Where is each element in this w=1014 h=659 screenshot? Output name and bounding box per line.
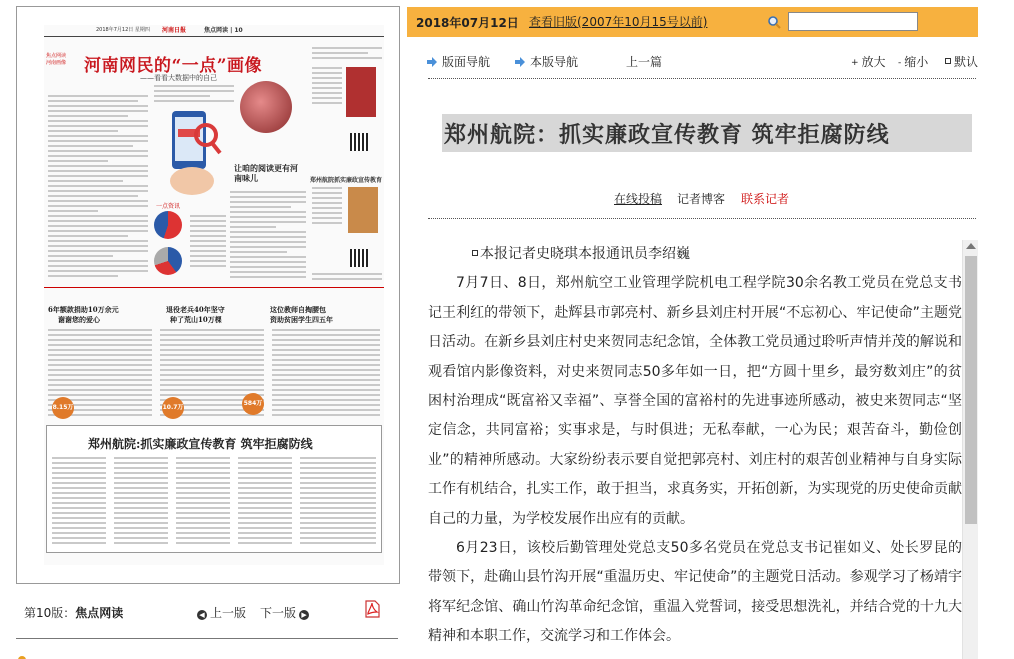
thumb-section-badge: 焦点网读 河南画像 [46,53,67,66]
thumb-text-block-2 [154,85,234,105]
page-thumbnail-panel [16,6,400,659]
thumb-side-headline: 让咱的阅读更有河南味儿 [234,163,298,183]
edition-number: 第10版： [24,606,76,620]
page-nav-footer [24,602,400,622]
pdf-icon[interactable] [364,600,380,618]
thumb-header-pub: 河南日报 [162,27,187,34]
search-input[interactable] [788,12,918,31]
article-paragraph-2: 6月23日，该校后勤管理处党总支50多名党员在党总支书记崔如义、处长罗昆的带领下，赴确山县竹沟开展“重温历史、牢记使命”的主题党日活动。参观学习了杨靖宇将军纪念馆、确山竹沟革命纪念馆，重温入党誓词，接受思想洗礼，并结合党的十九大精神和本职工作，交流学习和工作体会。 [428,540,962,645]
thumb-mid-headline-5: 这位教师自掏腰包 [270,305,326,314]
thumb-headline-main: 河南网民的“一点”画像 [84,56,263,76]
this-page-nav-label: 本版导航 [530,55,579,69]
zoom-in-button[interactable] [851,53,886,70]
arrow-right-icon [427,57,437,67]
thumb-photo-circle [240,81,292,133]
nav-divider [428,78,976,79]
thumb-text-block-4 [190,215,226,270]
zoom-out-button[interactable] [898,53,928,70]
thumb-hand-phone-illustration [162,101,222,201]
date-search-bar [407,7,978,37]
online-submit-link[interactable]: 在线投稿 [614,192,663,206]
zoom-default-label: 默认 [954,55,979,69]
newspaper-page-image[interactable] [44,25,384,565]
article-title-highlight [442,114,972,152]
thumb-mid-headline-1: 6年额款捐助10万余元 [48,305,119,314]
thumb-header-section: 焦点网读 | 10 [204,27,243,34]
thumb-red-divider [44,287,384,299]
plus-icon: + [851,58,859,68]
next-page-button[interactable] [260,604,312,621]
thumb-headline-sub: ——看看大数据中的自己 [140,74,217,82]
prev-page-button[interactable] [194,604,246,621]
thumb-pie-label: 一点资讯 [156,203,181,210]
thumb-pie-chart-2 [154,247,182,275]
prev-page-label: 上一版 [210,606,247,620]
arrow-right-icon [515,57,525,67]
article-title: 郑州航院：抓实廉政宣传教育 筑牢拒腐防线 [444,122,890,148]
layout-nav-label: 版面导航 [442,55,491,69]
byline-divider [428,218,976,219]
bullet-square-icon [472,250,478,256]
prev-article-link[interactable]: 上一篇 [626,55,663,69]
this-page-nav-link[interactable] [515,53,578,70]
reporter-blog-link[interactable]: 记者博客 [677,192,726,206]
edition-name: 焦点网读 [75,606,124,620]
article-paragraph-1: 7月7日、8日，郑州航空工业管理学院机电工程学院30余名教工党员在党总支书记王利红的带领下，赴辉县市郭亮村、新乡县刘庄村开展“不忘初心、牢记使命”主题党日活动。在新乡县刘庄村史来贺同志纪念馆，全体教工党员通过聆听声情并茂的解说和观看馆内影像资料，对史来贺同志50多年如一日，把“方圆十里乡，最穷数刘庄”的贫困村治理成“既富裕又幸福”、享誉全国的富裕村的先进事迹所感动，被史来贺同志“坚定信念，共同富裕；实事求是，与时俱进；无私奉献，一心为民；艰苦奋斗，勤俭创业”的精神所感动。大家纷纷表示要自觉把郭亮村、刘庄村的艰苦创业精神与自身实际工作有机结合，扎实工作，敢于担当，求真务实，开拓创新，为实现党的历史使命贡献自己的力量，为学校发展作出应有的贡献。 [428,275,962,527]
square-icon [945,58,951,64]
thumb-text-block [48,95,148,280]
search-icon[interactable] [767,15,781,29]
thumb-stat-2: 10.7万 [162,397,184,419]
article-tools-row [407,188,978,208]
scroll-thumb[interactable] [965,256,977,524]
thumb-bottom-headline: 郑州航院:抓实廉政宣传教育 筑牢拒腐防线 [88,437,313,451]
thumb-stat-3: 584万 [242,393,264,415]
thumb-mid-headline-4: 种了荒山10万棵 [170,315,222,324]
thumb-page-header [44,25,384,37]
contact-reporter-link[interactable]: 联系记者 [741,192,790,206]
thumb-mid-headline-3: 退役老兵40年坚守 [166,305,225,314]
thumb-right-column [308,37,384,289]
zoom-out-label: 缩小 [904,55,929,69]
author-text: 本报记者史晓琪本报通讯员李绍巍 [480,246,690,262]
article-scrollbar[interactable] [962,240,978,659]
thumb-stat-1: 8.15万 [52,397,74,419]
issue-date: 2018年07月12日 [416,16,519,30]
scroll-up-arrow-icon[interactable] [966,243,976,249]
thumb-header-date: 2018年7月12日 星期四 [96,27,150,33]
old-edition-link[interactable]: 查看旧版(2007年10月15号以前) [529,15,708,29]
thumb-mid-headline-2: 谢谢您的爱心 [58,315,100,324]
edition-label [24,604,123,621]
left-divider [16,638,398,639]
thumb-pie-chart-1 [154,211,182,239]
next-arrow-icon: ▶ [299,610,309,620]
minus-icon: - [898,58,902,68]
zoom-in-label: 放大 [861,55,886,69]
zoom-default-button[interactable] [945,53,978,70]
thumb-right-headline: 郑州航院抓实廉政宣传教育 [310,177,383,184]
prev-arrow-icon: ◀ [197,610,207,620]
thumb-text-block-3 [230,191,306,281]
article-body [428,240,962,659]
page-thumbnail-frame[interactable] [16,6,400,584]
layout-nav-link[interactable] [427,53,490,70]
next-page-label: 下一版 [260,606,297,620]
article-nav-row [407,50,978,72]
author-line [428,240,962,269]
thumb-mid-headline-6: 资助贫困学生四五年 [270,315,333,324]
